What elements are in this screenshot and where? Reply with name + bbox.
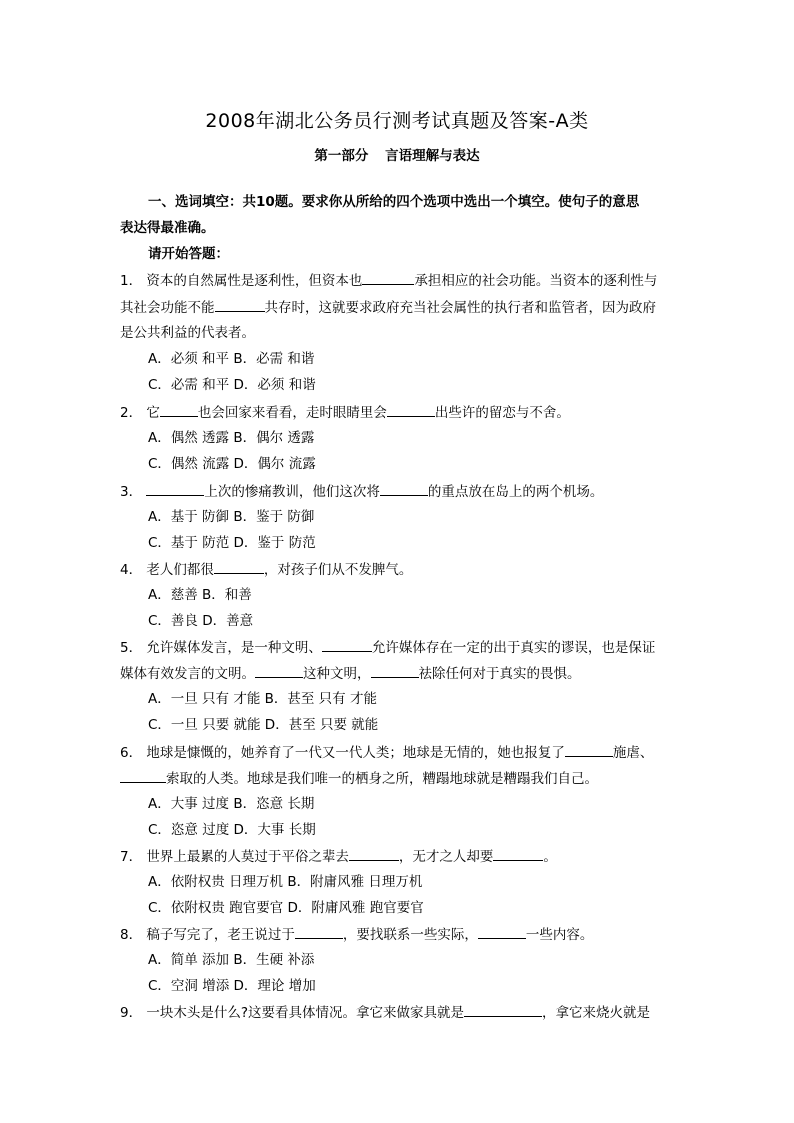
fill-blank: [478, 924, 526, 939]
question-text: 索取的人类。地球是我们唯一的栖身之所，糟蹋地球就是糟蹋我们自己。: [166, 771, 598, 787]
start-label: 请开始答题：: [148, 246, 229, 262]
fill-blank: [146, 481, 204, 496]
fill-blank: [214, 559, 264, 574]
question-line: [120, 846, 557, 867]
answer-options: C．必需 和平 D．必须 和谐: [148, 377, 316, 393]
question-text: 这种文明，: [303, 666, 371, 682]
answer-options: A．慈善 B．和善: [148, 587, 252, 603]
question-text: 的重点放在岛上的两个机场。: [427, 484, 604, 500]
part-label: 第一部分: [314, 148, 369, 164]
question-text: 共存时，这就要求政府充当社会属性的执行者和监管者，因为政府: [264, 300, 656, 316]
section-heading-line2: 表达得最准确。: [120, 220, 215, 236]
question-text: 施虐、: [612, 745, 654, 761]
question-text: 承担相应的社会功能。当资本的逐利性与: [414, 273, 658, 289]
question-text: 媒体有效发言的文明。: [120, 666, 255, 682]
question-line: [120, 742, 653, 763]
fill-blank: [380, 481, 428, 496]
fill-blank: [362, 270, 414, 285]
document-title: 2008年湖北公务员行测考试真题及答案-A类: [205, 110, 589, 132]
question-text: 4． 老人们都很: [120, 562, 214, 578]
answer-options: C．基于 防范 D．鉴于 防范: [148, 535, 316, 551]
question-text: 2． 它: [120, 405, 160, 421]
question-line: [120, 402, 570, 423]
answer-options: A．依附权贵 日理万机 B．附庸风雅 日理万机: [148, 874, 423, 890]
fill-blank: [322, 637, 372, 652]
part-name: 言语理解与表达: [385, 148, 480, 164]
question-continuation: [120, 768, 598, 789]
question-line: [120, 1002, 650, 1023]
fill-blank: [493, 846, 543, 861]
fill-blank: [371, 663, 419, 678]
question-text: 3．: [120, 484, 147, 500]
question-continuation: [120, 663, 581, 684]
question-text: 5． 允许媒体发言，是一种文明、: [120, 640, 322, 656]
section-heading-line1: 一、选词填空：共10题。要求你从所给的四个选项中选出一个填空。使句子的意思: [148, 194, 640, 210]
fill-blank: [255, 663, 303, 678]
fill-blank: [160, 402, 198, 417]
answer-options: A．简单 添加 B．生硬 补添: [148, 952, 315, 968]
answer-options: A．偶然 透露 B．偶尔 透露: [148, 430, 315, 446]
question-text: 祛除任何对于真实的畏惧。: [418, 666, 581, 682]
question-text: ，无才之人却要: [398, 849, 494, 865]
answer-options: C．恣意 过度 D．大事 长期: [148, 822, 316, 838]
answer-options: C．偶然 流露 D．偶尔 流露: [148, 456, 316, 472]
question-line: [120, 270, 657, 291]
question-text: 其社会功能不能: [120, 300, 215, 316]
question-line: [120, 481, 603, 502]
answer-options: A．基于 防御 B．鉴于 防御: [148, 509, 315, 525]
question-text: 上次的惨痛教训，他们这次将: [204, 484, 380, 500]
question-continuation: [120, 297, 656, 318]
question-text: 是公共利益的代表者。: [120, 325, 255, 341]
question-line: [120, 559, 412, 580]
fill-blank: [120, 768, 166, 783]
answer-options: C．依附权贵 跑官要官 D．附庸风雅 跑官要官: [148, 900, 424, 916]
answer-options: C．一旦 只要 就能 D．甚至 只要 就能: [148, 717, 379, 733]
question-text: 允许媒体存在一定的出于真实的谬误，也是保证: [371, 640, 656, 656]
answer-options: A．一旦 只有 才能 B．甚至 只有 才能: [148, 691, 377, 707]
fill-blank: [387, 402, 435, 417]
question-text: 出些许的留恋与不舍。: [434, 405, 570, 421]
question-continuation: [120, 323, 255, 343]
question-text: 。: [543, 849, 557, 865]
question-line: [120, 637, 655, 658]
part-heading: [0, 144, 794, 164]
question-text: 一些内容。: [525, 927, 594, 943]
fill-blank: [565, 742, 613, 757]
answer-options: C．善良 D．善意: [148, 613, 254, 629]
answer-options: A．必须 和平 B．必需 和谐: [148, 351, 315, 367]
fill-blank: [464, 1002, 542, 1017]
question-text: 6． 地球是慷慨的，她养育了一代又一代人类；地球是无情的，她也报复了: [120, 745, 565, 761]
question-text: ，拿它来烧火就是: [542, 1005, 651, 1021]
question-text: ，要找联系一些实际，: [342, 927, 478, 943]
fill-blank: [349, 846, 399, 861]
question-line: [120, 924, 593, 945]
answer-options: A．大事 过度 B．恣意 长期: [148, 796, 315, 812]
question-text: 也会回家来看看，走时眼睛里会: [197, 405, 387, 421]
question-text: 7． 世界上最累的人莫过于平俗之辈去: [120, 849, 349, 865]
question-text: 9． 一块木头是什么?这要看具体情况。拿它来做家具就是: [120, 1005, 465, 1021]
answer-options: C．空洞 增添 D．理论 增加: [148, 978, 316, 994]
question-text: ，对孩子们从不发脾气。: [263, 562, 413, 578]
fill-blank: [295, 924, 343, 939]
question-text: 1． 资本的自然属性是逐利性，但资本也: [120, 273, 363, 289]
fill-blank: [215, 297, 265, 312]
question-text: 8． 稿子写完了，老王说过于: [120, 927, 295, 943]
